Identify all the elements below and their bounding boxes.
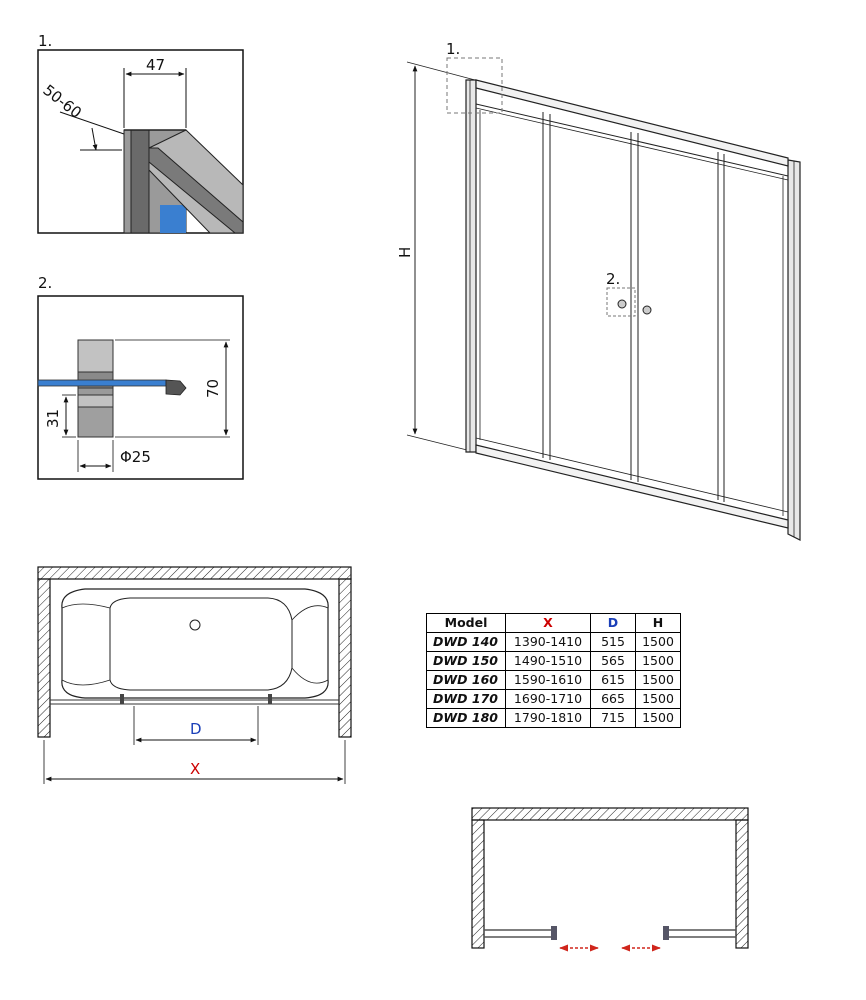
header-h: H [636,614,681,633]
table-row [427,709,681,728]
spec-table-header-row [427,614,681,633]
door-perspective-view [396,40,800,540]
knob-right-icon [643,306,651,314]
dim-d-label: D [190,720,202,738]
cell-x: 1790-1810 [506,709,591,728]
dim-diameter-label: Φ25 [120,448,151,466]
glass-edge [38,380,166,386]
cell-h: 1500 [636,671,681,690]
cell-model: DWD 140 [427,633,506,652]
cell-h: 1500 [636,652,681,671]
spec-table [426,613,681,728]
cell-d: 715 [591,709,636,728]
table-row [427,633,681,652]
cell-h: 1500 [636,690,681,709]
cell-x: 1690-1710 [506,690,591,709]
detail-2 [38,274,243,479]
cell-model: DWD 160 [427,671,506,690]
cell-d: 665 [591,690,636,709]
cell-x: 1490-1510 [506,652,591,671]
opening-plan-view [472,808,748,948]
dim-h-label: H [396,246,414,258]
cell-x: 1590-1610 [506,671,591,690]
cell-h: 1500 [636,633,681,652]
dim-x-label: X [190,760,201,778]
glass-panel [160,205,186,233]
header-x: X [506,614,591,633]
dim-47-label: 47 [146,56,166,74]
header-model: Model [427,614,506,633]
dim-50-60-label: 50-60 [39,80,85,122]
cell-d: 565 [591,652,636,671]
cell-model: DWD 180 [427,709,506,728]
handle-right-icon [663,926,669,940]
callout-2-label: 2. [606,270,621,288]
drain-icon [190,620,200,630]
dim-70-label: 70 [204,378,222,398]
cell-d: 615 [591,671,636,690]
detail-1-label: 1. [38,32,53,50]
knob-left-icon [618,300,626,308]
bath-plan-view [38,567,351,784]
cell-x: 1390-1410 [506,633,591,652]
callout-1-label: 1. [446,40,461,58]
detail-1 [38,32,243,233]
detail-2-label: 2. [38,274,53,292]
cell-model: DWD 150 [427,652,506,671]
cell-model: DWD 170 [427,690,506,709]
table-row [427,690,681,709]
handle-left-icon [551,926,557,940]
table-row [427,671,681,690]
header-d: D [591,614,636,633]
dim-31-label: 31 [44,408,62,428]
cell-d: 515 [591,633,636,652]
table-row [427,652,681,671]
cell-h: 1500 [636,709,681,728]
